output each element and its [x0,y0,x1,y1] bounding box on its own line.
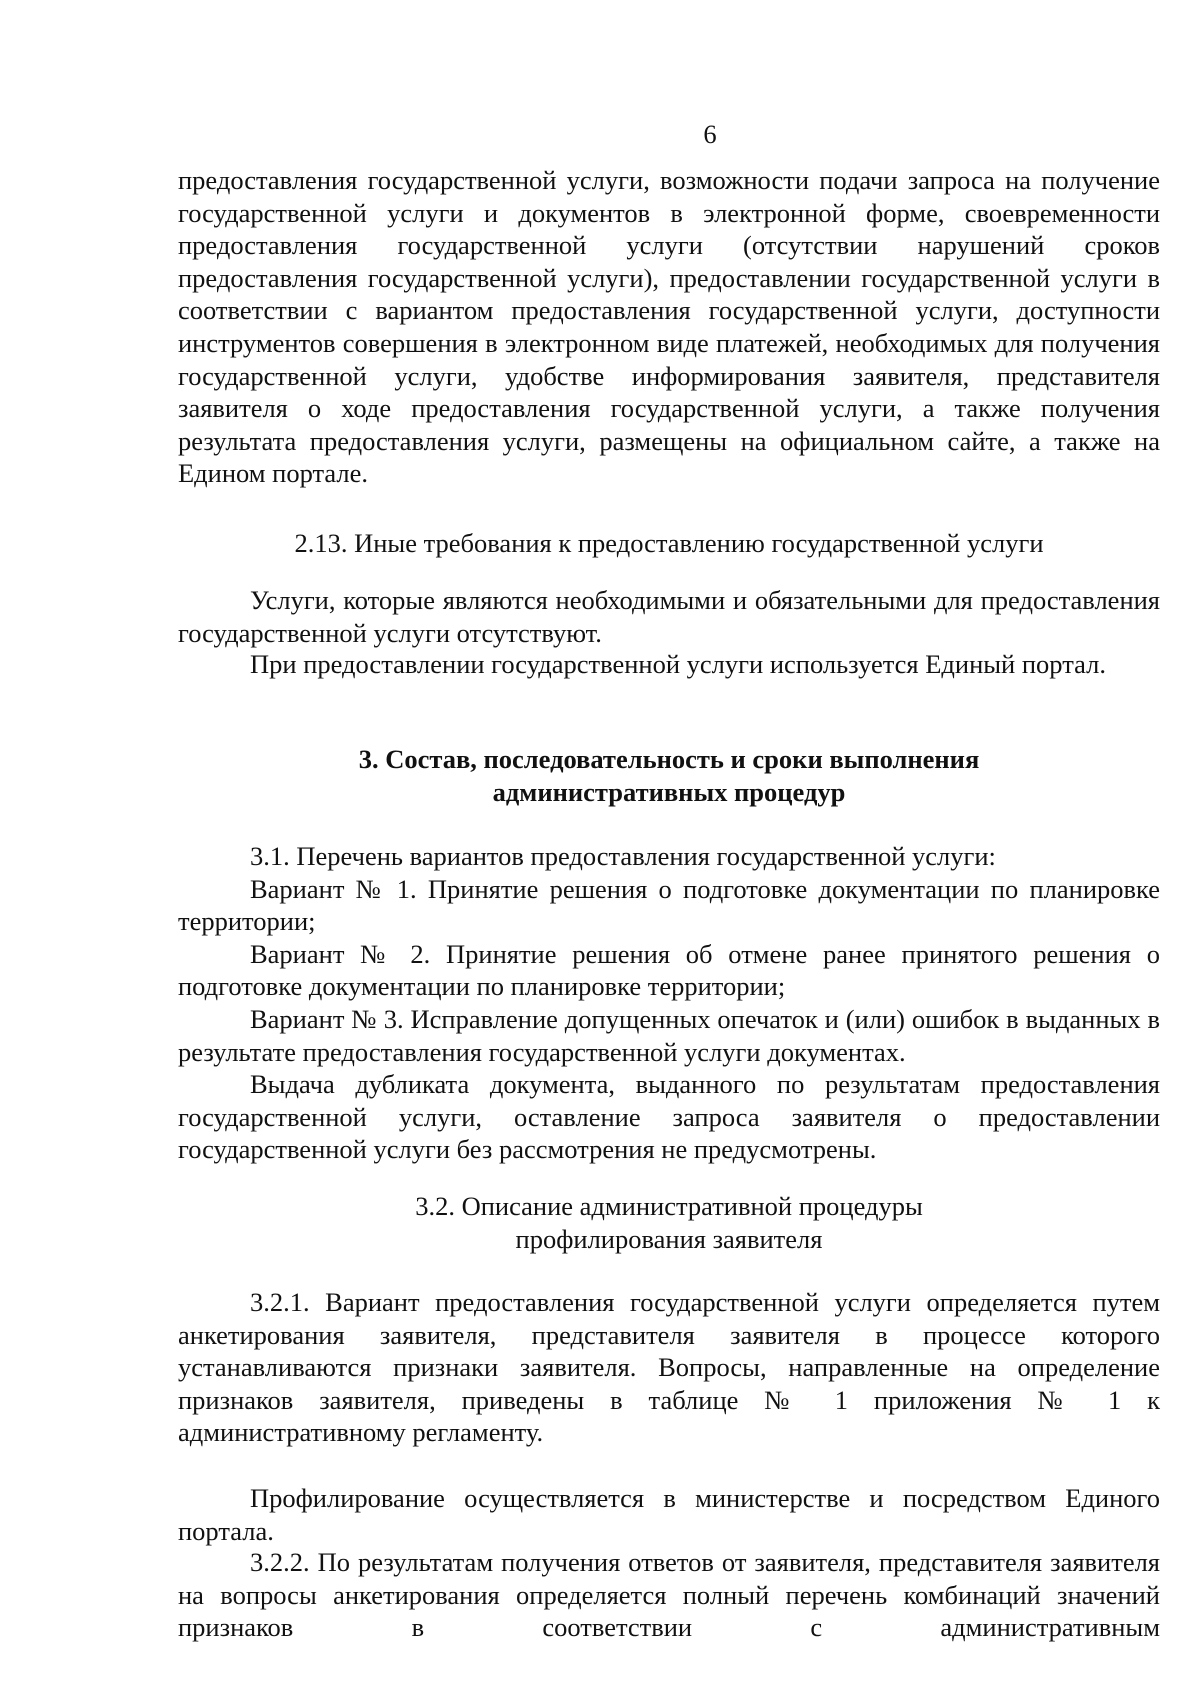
variant-2-item: Вариант № 2. Принятие решения об отмене ранее принятого решения о подготовке документации по планировке территории; [178,938,1160,1002]
section-3-2-heading-line-2: профилирования заявителя [515,1223,823,1254]
section-3-2-heading [178,1190,1160,1255]
section-3-heading-line-2: административных процедур [492,776,846,807]
variant-1-item: Вариант № 1. Принятие решения о подготовке документации по планировке территории; [178,873,1160,937]
profiling-paragraph-block [178,1482,1160,1547]
section-3-2-heading-line-1: 3.2. Описание административной процедуры [415,1191,923,1221]
intro-paragraph-block [178,164,1160,490]
profiling-paragraph: Профилирование осуществляется в министерстве и посредством Единого портала. [178,1483,1160,1546]
intro-paragraph: предоставления государственной услуги, возможности подачи запроса на получение государственной услуги и документов в электронной форме, своевременности предоставления государственной услуги (отсутствии нарушений сроков предоставления государственной услуги), предоставлении государственной услуги в соответствии с вариантом предоставления государственной услуги, доступности инструментов совершения в электронном виде платежей, необходимых для получения государственной услуги, удобстве информирования заявителя, представителя заявителя о ходе предоставления государственной услуги, а также получения результата предоставления услуги, размещены на официальном сайте, а также на Едином портале. [178,165,1160,489]
section-2-13-heading-block [178,527,1160,560]
section-3-2-2-paragraph: 3.2.2. По результатам получения ответов от заявителя, представителя заявителя на вопросы анкетирования определяется полный перечень комбинаций значений признаков в соответствии с административным [178,1547,1160,1643]
section-2-13-heading: 2.13. Иные требования к предоставлению государственной услуги [294,528,1044,558]
section-2-13-paragraph-1: Услуги, которые являются необходимыми и обязательными для предоставления государственной услуги отсутствуют. [178,585,1160,648]
duplicate-note: Выдача дубликата документа, выданного по результатам предоставления государственной услуги, оставление запроса заявителя о предоставлении государственной услуги без рассмотрения не предусмотрены. [178,1069,1160,1165]
section-3-1-intro: 3.1. Перечень вариантов предоставления государственной услуги: [250,841,996,871]
section-2-13-paragraph-2-block [178,648,1160,681]
section-2-13-paragraph-1-block [178,584,1160,649]
section-3-heading [178,743,1160,808]
section-3-2-1-block [178,1286,1160,1449]
page-number: 6 [703,119,717,149]
section-3-2-1-paragraph: 3.2.1. Вариант предоставления государственной услуги определяется путем анкетирования заявителя, представителя заявителя в процессе которого устанавливаются признаки заявителя. Вопросы, направленные на определение признаков заявителя, приведены в таблице № 1 приложения № 1 к административному регламенту. [178,1287,1160,1448]
variant-3-item: Вариант № 3. Исправление допущенных опечаток и (или) ошибок в выданных в результате предоставления государственной услуги документах. [178,1003,1160,1067]
section-3-1-block [178,840,1160,1166]
section-2-13-paragraph-2: При предоставлении государственной услуги используется Единый портал. [250,649,1106,679]
section-3-heading-line-1: 3. Состав, последовательность и сроки выполнения [358,744,980,774]
section-3-2-2-block [178,1546,1160,1644]
